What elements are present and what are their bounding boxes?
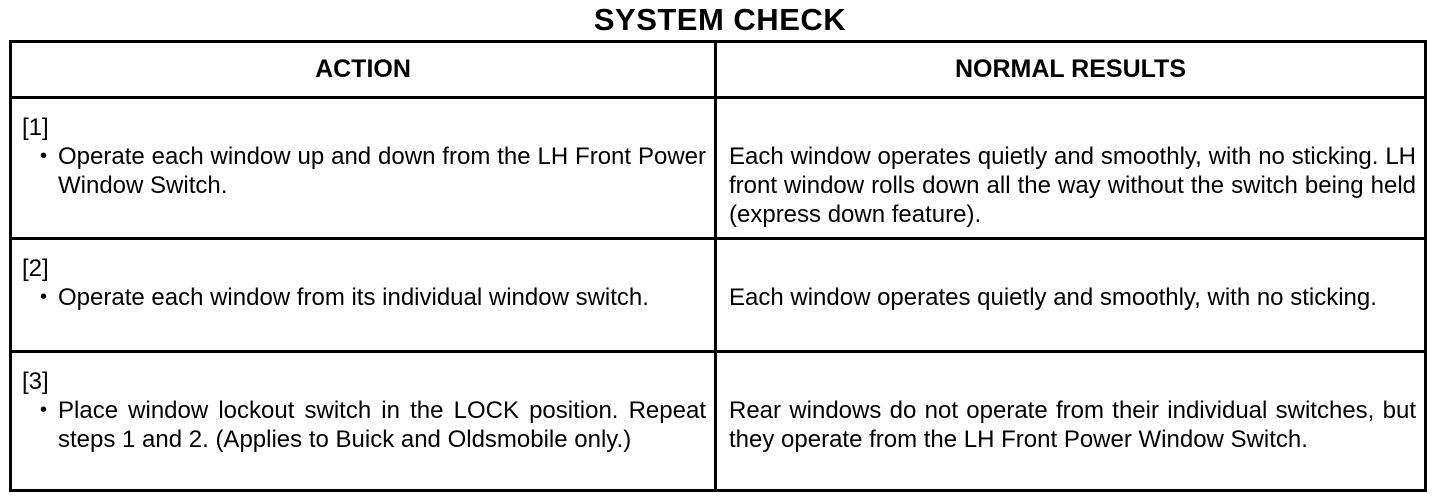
step-number: [3] (22, 368, 49, 395)
action-text: Place window lockout switch in the LOCK position. Repeat steps 1 and 2. (Applies to Buick and Oldsmobile only.) (58, 397, 706, 453)
table-row (11, 352, 1426, 491)
bullet: • (40, 399, 48, 421)
bullet: • (40, 145, 48, 167)
table-row (11, 98, 1426, 239)
result-cell (716, 239, 1426, 352)
step-number: [2] (22, 255, 49, 282)
result-cell (716, 98, 1426, 239)
action-item (12, 283, 714, 320)
result-cell (716, 352, 1426, 491)
column-header-normal-results: NORMAL RESULTS (716, 42, 1426, 98)
result-text: Rear windows do not operate from their individual switches, but they operate from the LH Front Power Window Switch. (729, 397, 1416, 453)
action-cell (11, 98, 716, 239)
action-text: Operate each window up and down from the LH Front Power Window Switch. (58, 143, 706, 199)
action-cell (11, 239, 716, 352)
page-title: SYSTEM CHECK (593, 2, 847, 37)
bullet: • (40, 286, 48, 308)
action-text: Operate each window from its individual window switch. (58, 284, 649, 311)
action-item (12, 396, 714, 462)
action-item (12, 142, 714, 208)
result-text: Each window operates quietly and smoothly, with no sticking. LH front window rolls down all the way without the switch being held (express down feature). (729, 143, 1416, 228)
table-row (11, 239, 1426, 352)
header-row (11, 42, 1426, 98)
action-cell (11, 352, 716, 491)
result-text: Each window operates quietly and smoothly, with no sticking. (729, 284, 1377, 311)
column-header-action: ACTION (11, 42, 716, 98)
system-check-table (9, 40, 1427, 492)
step-number: [1] (22, 114, 49, 141)
